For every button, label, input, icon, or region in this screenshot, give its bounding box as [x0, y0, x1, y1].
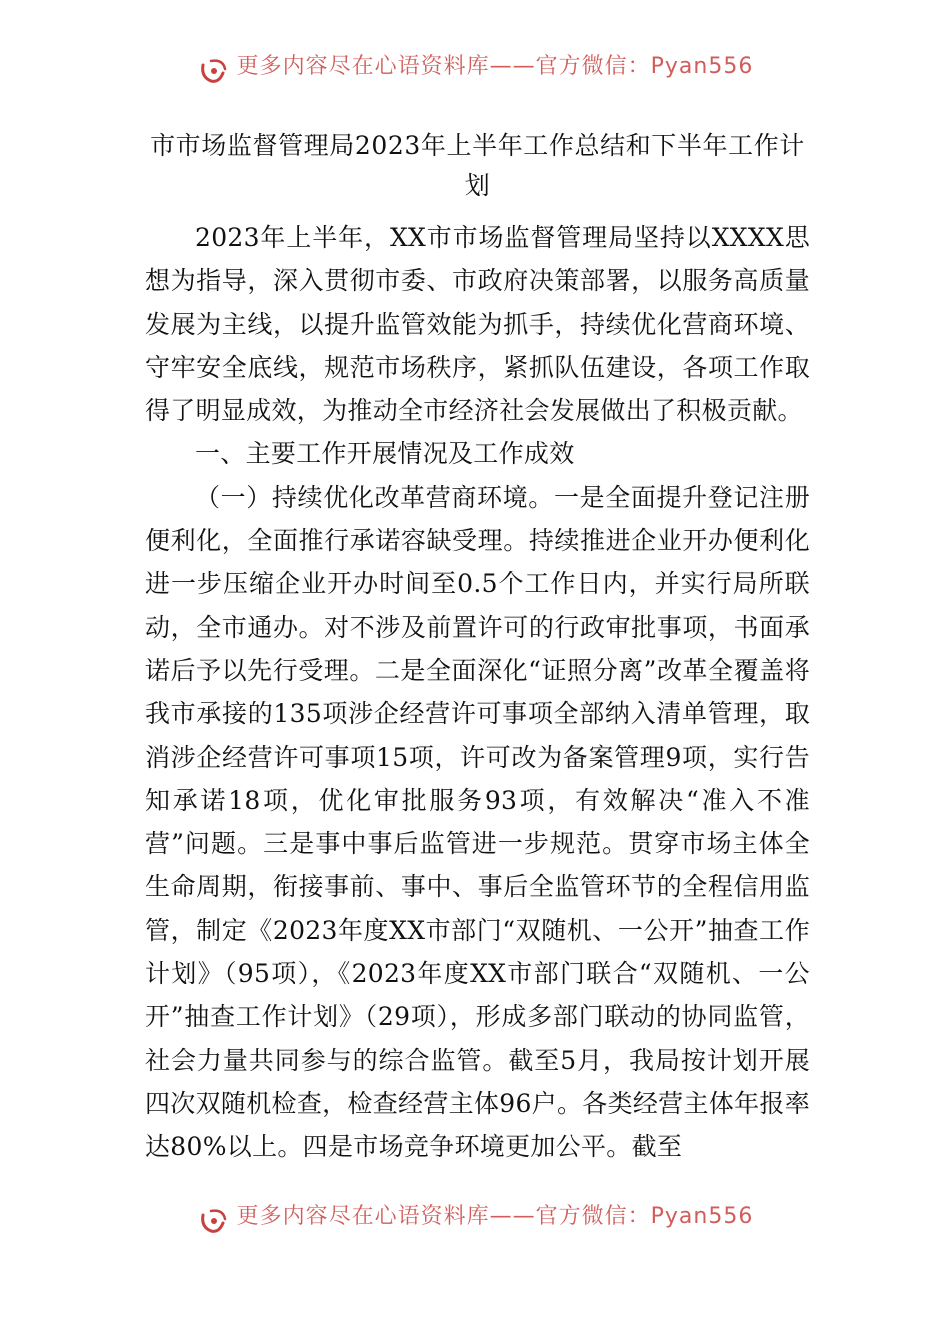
- watermark-logo-icon: [197, 1205, 231, 1239]
- section-heading: 一、主要工作开展情况及工作成效: [195, 439, 575, 469]
- footer-watermark: [0, 1202, 950, 1242]
- watermark-inner: [197, 52, 754, 92]
- document-title: 市市场监督管理局2023年上半年工作总结和下半年工作计划: [150, 131, 805, 200]
- watermark-text: 更多内容尽在心语资料库——官方微信：Pyan556: [236, 1203, 754, 1229]
- intro-paragraph: 2023年上半年，XX市市场监督管理局坚持以XXXX思想为指导，深入贯彻市委、市政府决策部署，以服务高质量发展为主线，以提升监管效能为抓手，持续优化营商环境、守牢安全底线，规范市场秩序，紧抓队伍建设，各项工作取得了明显成效，为推动全市经济社会发展做出了积极贡献。: [145, 223, 810, 426]
- watermark-inner: [197, 1202, 754, 1242]
- document-body: [145, 216, 810, 1169]
- header-watermark: [0, 52, 950, 92]
- watermark-text: 更多内容尽在心语资料库——官方微信：Pyan556: [236, 53, 754, 79]
- watermark-logo-icon: [197, 55, 231, 89]
- section-paragraph: （一）持续优化改革营商环境。一是全面提升登记注册便利化，全面推行承诺容缺受理。持续推进企业开办便利化进一步压缩企业开办时间至0.5个工作日内，并实行局所联动，全市通办。对不涉及前置许可的行政审批事项，书面承诺后予以先行受理。二是全面深化“证照分离”改革全覆盖将我市承接的135项涉企经营许可事项全部纳入清单管理，取消涉企经营许可事项15项，许可改为备案管理9项，实行告知承诺18项，优化审批服务93项，有效解决“准入不准营”问题。三是事中事后监管进一步规范。贯穿市场主体全生命周期，衔接事前、事中、事后全监管环节的全程信用监管，制定《2023年度XX市部门“双随机、一公开”抽查工作计划》（95项），《2023年度XX市部门联合“双随机、一公开”抽查工作计划》（29项），形成多部门联动的协同监管，社会力量共同参与的综合监管。截至5月，我局按计划开展四次双随机检查，检查经营主体96户。各类经营主体年报率达80%以上。四是市场竞争环境更加公平。截至: [145, 482, 810, 1162]
